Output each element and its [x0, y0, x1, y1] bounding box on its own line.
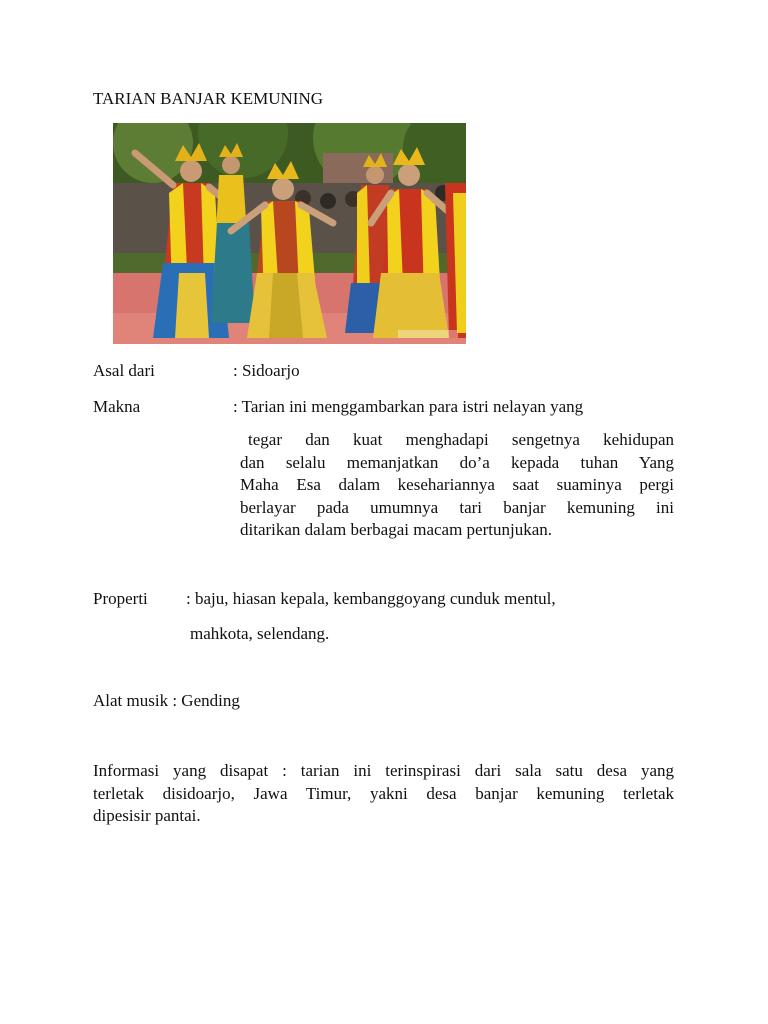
makna-line: Maha Esa dalam kesehariannya saat suaminya pergi — [240, 475, 674, 494]
makna-line: dan selalu memanjatkan do’a kepada tuhan Yang — [240, 452, 674, 472]
makna-line: ditarikan dalam berbagai macam pertunjukan. — [240, 520, 553, 539]
makna-paragraph — [240, 429, 674, 542]
dancers-illustration — [113, 123, 466, 344]
informasi-line: dipesisir pantai. — [93, 806, 201, 825]
properti-value-line1: : baju, hiasan kepala, kembanggoyang cunduk mentul, — [186, 589, 556, 608]
properti-label: Properti — [93, 589, 148, 608]
informasi-line: Informasi yang disapat : tarian ini terinspirasi dari sala satu desa yang — [93, 761, 674, 780]
properti-value-line2: mahkota, selendang. — [190, 624, 330, 643]
dance-photo — [113, 123, 466, 344]
makna-label: Makna — [93, 397, 141, 416]
asal-label: Asal dari — [93, 361, 155, 380]
informasi-paragraph — [93, 760, 674, 828]
document-title: TARIAN BANJAR KEMUNING — [93, 89, 324, 108]
alat-musik-line: Alat musik : Gending — [93, 691, 240, 710]
informasi-line: terletak disidoarjo, Jawa Timur, yakni desa banjar kemuning terletak — [93, 783, 674, 803]
makna-value-first-line: : Tarian ini menggambarkan para istri nelayan yang — [233, 397, 584, 416]
asal-value: : Sidoarjo — [233, 361, 300, 380]
makna-line: berlayar pada umumnya tari banjar kemuning ini — [240, 497, 674, 517]
makna-line: tegar dan kuat menghadapi sengetnya kehidupan — [248, 430, 674, 449]
